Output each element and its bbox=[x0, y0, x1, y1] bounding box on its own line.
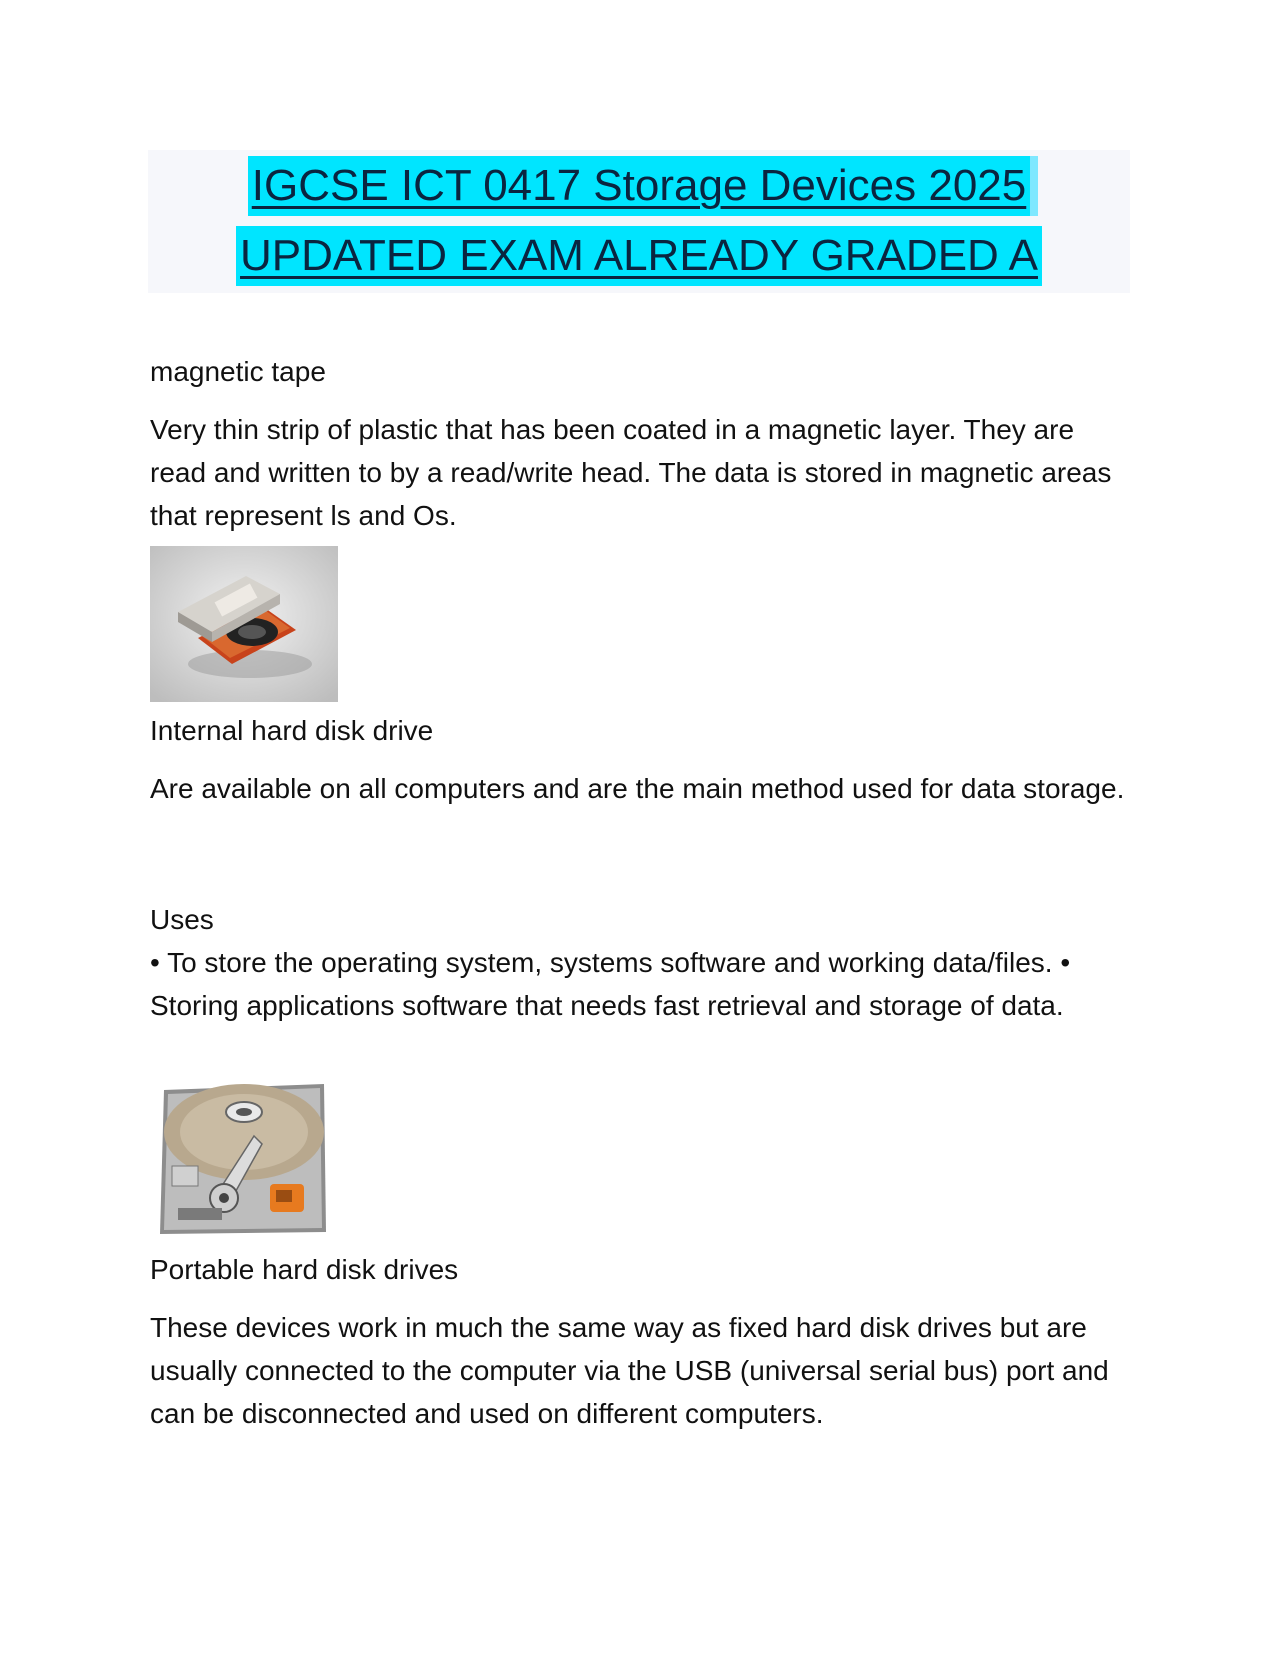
section-heading-portable-hdd: Portable hard disk drives bbox=[150, 1254, 459, 1285]
uses-list: • To store the operating system, systems software and working data/files. • Storing applications software that needs fast retrieval and storage of data. bbox=[150, 947, 1071, 1021]
section-body-internal-hdd: Are available on all computers and are the main method used for data storage. bbox=[150, 773, 1125, 804]
magnetic-tape-cartridge-photo bbox=[150, 546, 338, 702]
section-heading-internal-hdd: Internal hard disk drive bbox=[150, 715, 434, 746]
section-body-magnetic-tape: Very thin strip of plastic that has been coated in a magnetic layer. They are read and written to by a read/write head. The data is stored in magnetic areas that represent ls and Os. bbox=[150, 414, 1112, 531]
section-heading-magnetic-tape: magnetic tape bbox=[150, 356, 326, 387]
section-body-portable-hdd: These devices work in much the same way as fixed hard disk drives but are usually connected to the computer via the USB (universal serial bus) port and can be disconnected and used on different computers. bbox=[150, 1312, 1109, 1429]
title-line-2: UPDATED EXAM ALREADY GRADED A bbox=[236, 226, 1042, 286]
hard-disk-drive-photo bbox=[158, 1080, 330, 1238]
uses-label: Uses bbox=[150, 904, 214, 935]
title-box bbox=[148, 150, 1130, 293]
title-line-1: IGCSE ICT 0417 Storage Devices 2025 bbox=[248, 156, 1031, 216]
